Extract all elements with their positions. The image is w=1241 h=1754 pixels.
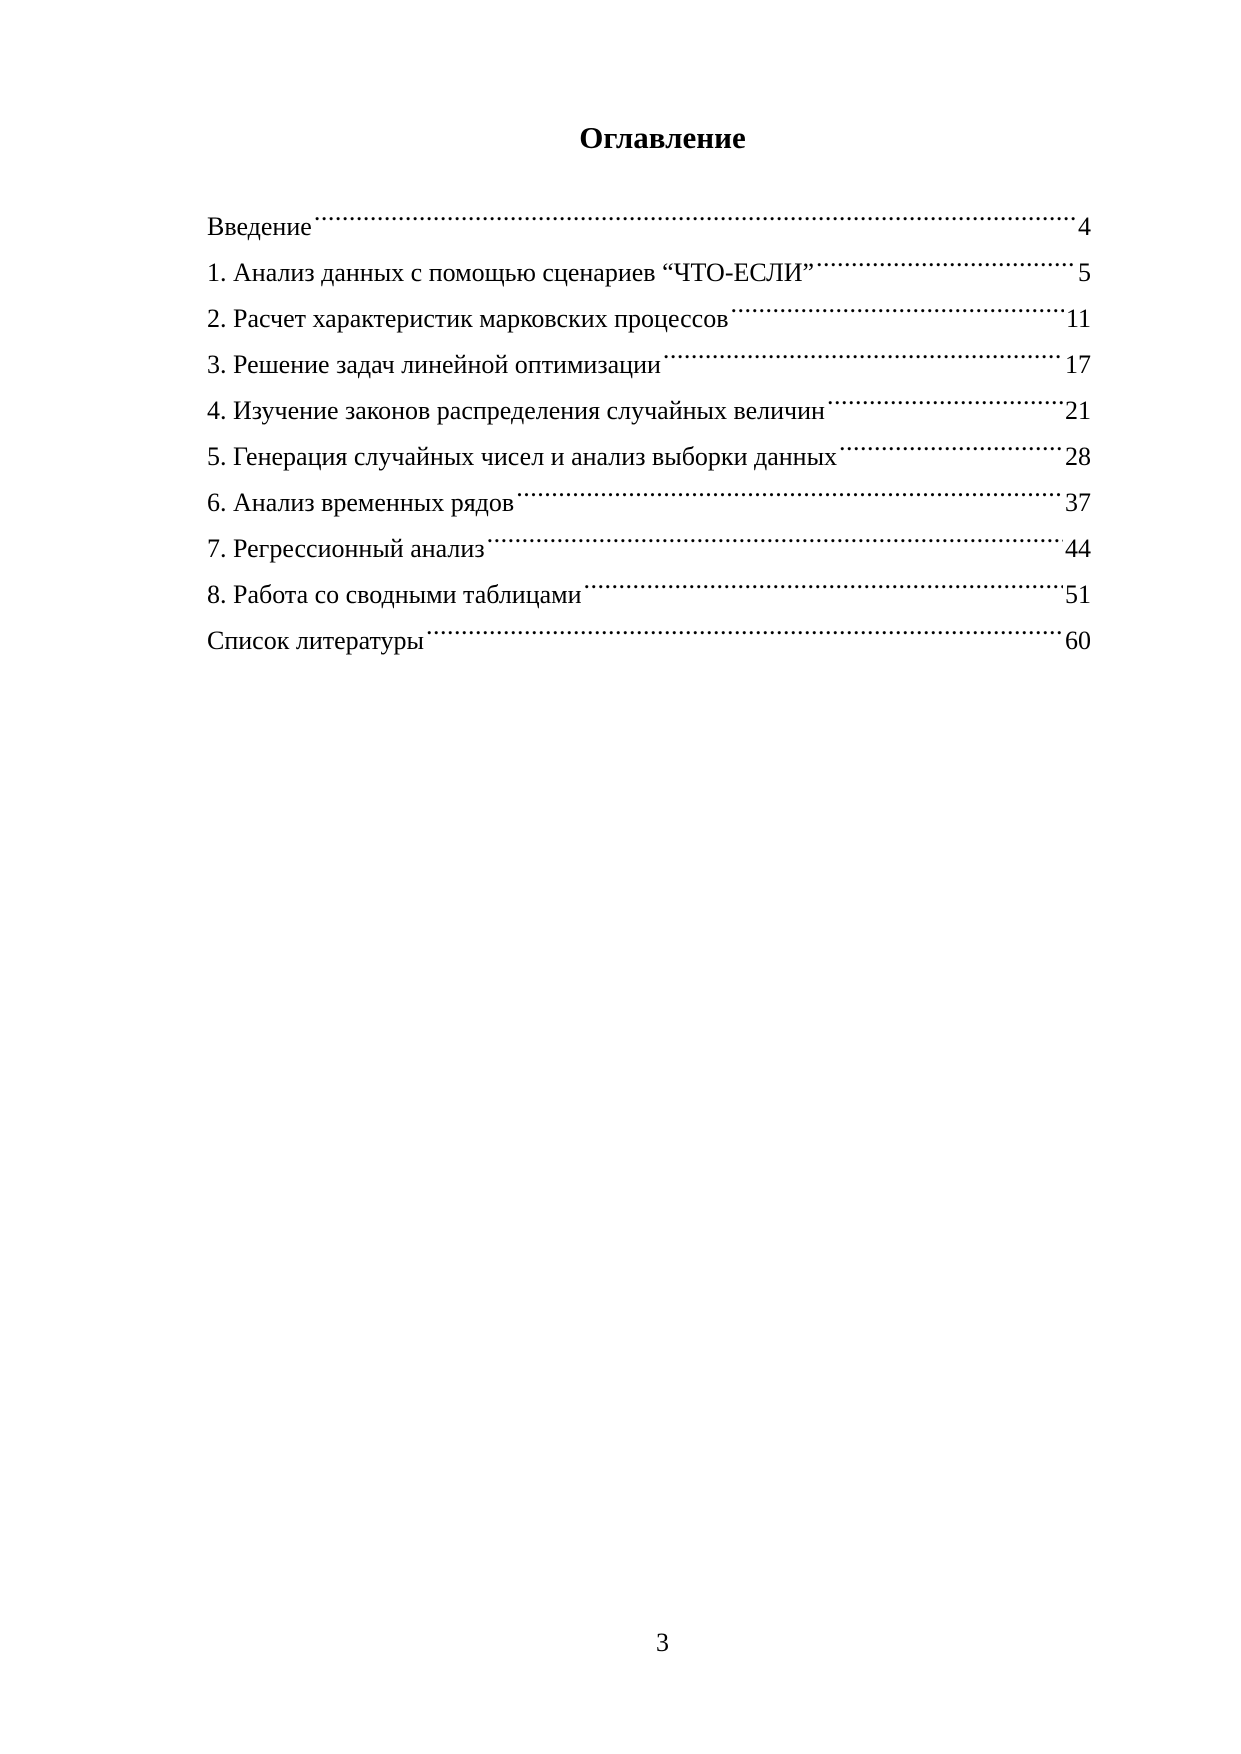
dot-leader	[731, 281, 1064, 327]
toc-entry-page: 44	[1065, 534, 1091, 563]
toc-entry-page: 4	[1078, 212, 1091, 241]
toc-heading: Оглавление	[579, 120, 746, 155]
toc-entry-page: 60	[1065, 626, 1091, 655]
dot-leader	[827, 373, 1063, 419]
toc-entry-chapter-1[interactable]	[207, 235, 1091, 287]
toc-entry-page: 5	[1078, 258, 1091, 287]
dot-leader	[839, 419, 1063, 465]
toc-entry-page: 17	[1065, 350, 1091, 379]
page-number: 3	[656, 1628, 669, 1657]
toc-entry-label: 1. Анализ данных с помощью сценариев “ЧТО-ЕСЛИ”	[207, 258, 815, 287]
toc-entry-label: 4. Изучение законов распределения случайных величин	[207, 396, 825, 425]
toc-entry-label: 5. Генерация случайных чисел и анализ выборки данных	[207, 442, 838, 471]
toc-entry-page: 21	[1065, 396, 1091, 425]
toc-entry-label: 8. Работа со сводными таблицами	[207, 580, 582, 609]
dot-leader	[314, 189, 1076, 235]
toc-entry-page: 37	[1065, 488, 1091, 517]
table-of-contents	[207, 189, 1091, 655]
toc-entry-label: 7. Регрессионный анализ	[207, 534, 485, 563]
toc-entry-label: 3. Решение задач линейной оптимизации	[207, 350, 661, 379]
toc-entry-label: 2. Расчет характеристик марковских процессов	[207, 304, 729, 333]
dot-leader	[487, 511, 1063, 557]
dot-leader	[516, 465, 1063, 511]
toc-entry-label: Введение	[207, 212, 312, 241]
dot-leader	[584, 557, 1063, 603]
dot-leader	[816, 235, 1076, 281]
toc-entry-page: 51	[1065, 580, 1091, 609]
toc-entry-label: 6. Анализ временных рядов	[207, 488, 515, 517]
toc-entry-introduction[interactable]	[207, 189, 1091, 241]
toc-entry-page: 11	[1065, 304, 1091, 333]
dot-leader	[426, 603, 1063, 649]
dot-leader	[663, 327, 1063, 373]
toc-entry-label: Список литературы	[207, 626, 424, 655]
toc-entry-page: 28	[1065, 442, 1091, 471]
